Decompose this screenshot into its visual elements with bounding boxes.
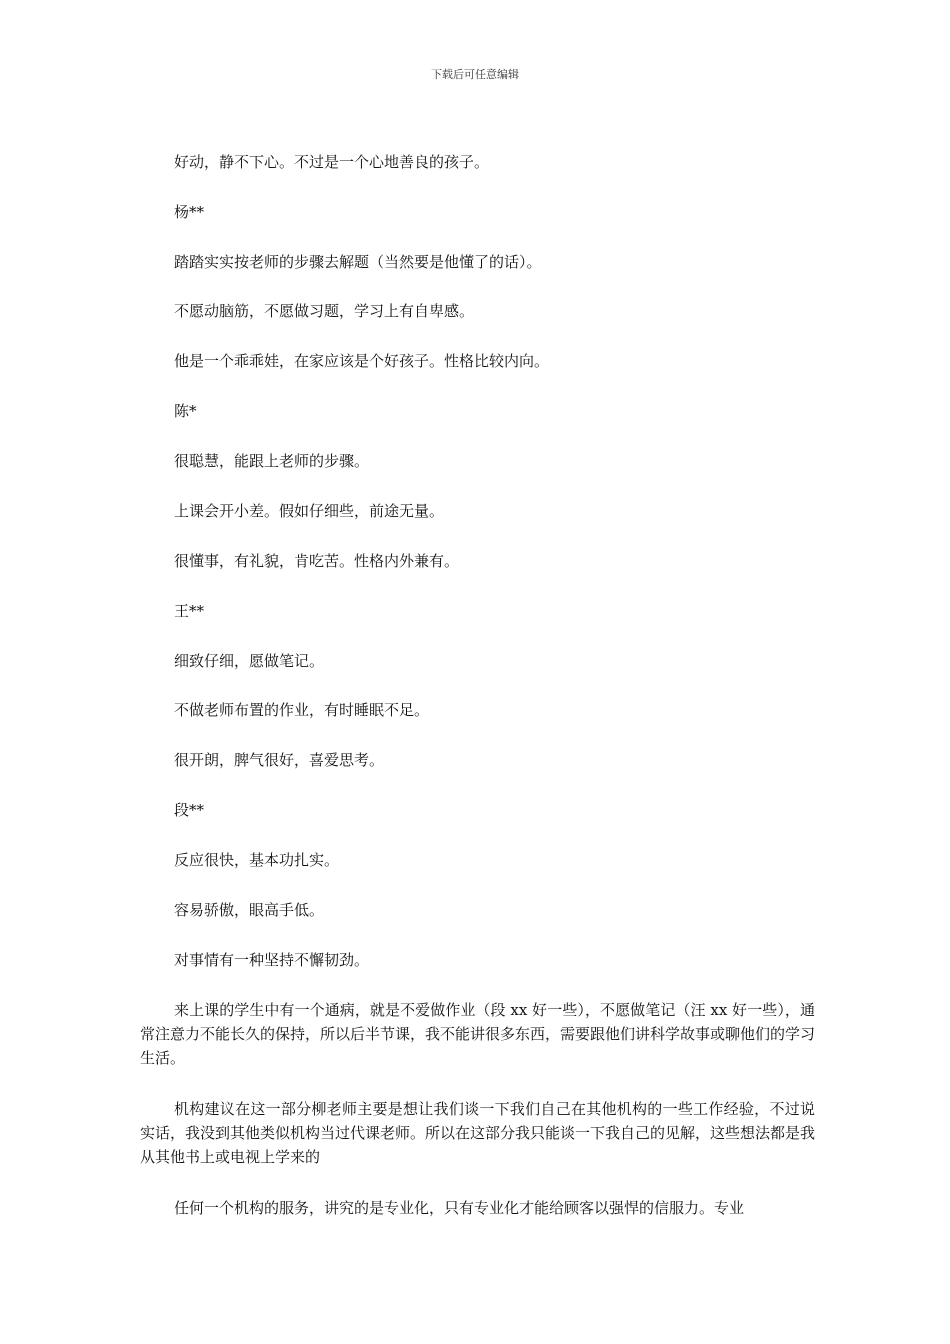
body-paragraph: 任何一个机构的服务，讲究的是专业化，只有专业化才能给顾客以强悍的信服力。专业 [174, 1199, 745, 1217]
student-name: 段** [174, 801, 205, 819]
text-line: 上课会开小差。假如仔细些，前途无量。 [174, 502, 445, 520]
text-line: 不愿动脑筋，不愿做习题，学习上有自卑感。 [174, 302, 475, 320]
text-line: 好动，静不下心。不过是一个心地善良的孩子。 [174, 153, 490, 171]
text-line: 很聪慧，能跟上老师的步骤。 [174, 452, 370, 470]
text-line: 细致仔细，愿做笔记。 [174, 652, 325, 670]
body-paragraph: 机构建议在这一部分柳老师主要是想让我们谈一下我们自己在其他机构的一些工作经验，不过说实话，我没到其他类似机构当过代课老师。所以在这部分我只能谈一下我自己的见解，这些想法都是我从其他书上或电视上学来的 [140, 1100, 816, 1166]
text-line: 踏踏实实按老师的步骤去解题（当然要是他懂了的话）。 [174, 253, 542, 271]
page-header: 下载后可任意编辑 [431, 68, 519, 81]
text-line: 对事情有一种坚持不懈韧劲。 [174, 951, 370, 969]
student-name: 王** [174, 602, 205, 620]
text-line: 他是一个乖乖娃，在家应该是个好孩子。性格比较内向。 [174, 352, 550, 370]
student-name: 陈* [174, 402, 197, 420]
text-line: 反应很快，基本功扎实。 [174, 851, 340, 869]
student-name: 杨** [174, 203, 205, 221]
text-line: 不做老师布置的作业，有时睡眠不足。 [174, 701, 430, 719]
body-paragraph: 来上课的学生中有一个通病，就是不爱做作业（段 xx 好一些），不愿做笔记（汪 xx 好一些），通常注意力不能长久的保持，所以后半节课，我不能讲很多东西，需要跟他们讲科学故事或聊他们的学习生活。 [140, 1001, 816, 1067]
text-line: 很懂事，有礼貌，肯吃苦。性格内外兼有。 [174, 552, 460, 570]
text-line: 很开朗，脾气很好，喜爱思考。 [174, 751, 385, 769]
text-line: 容易骄傲，眼高手低。 [174, 901, 325, 919]
